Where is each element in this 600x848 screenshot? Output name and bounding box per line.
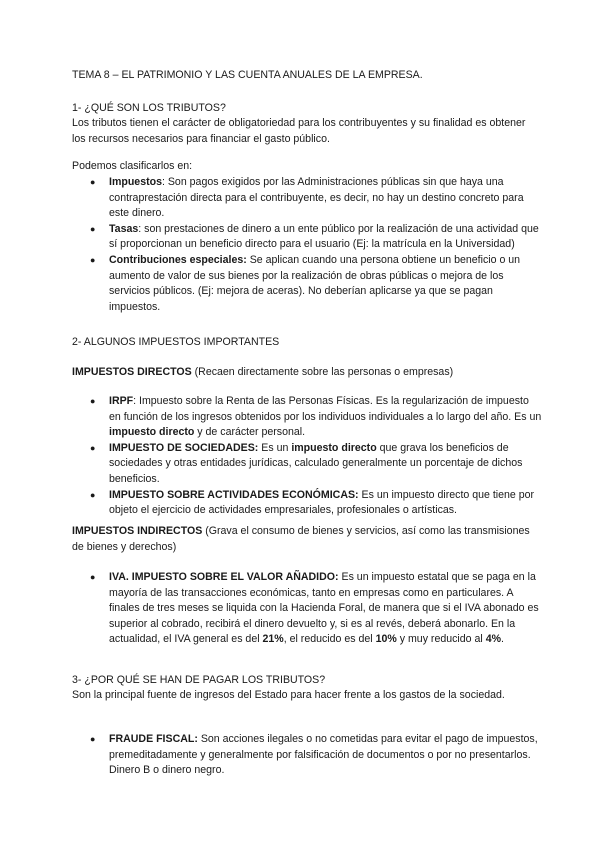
indirect-taxes-note: (Grava el consumo de bienes y servicios, así como las transmisiones de bienes y derechos) (72, 525, 530, 553)
item-term: Contribuciones especiales: (109, 253, 247, 266)
bullet-icon: ● (90, 177, 96, 187)
list-item (72, 488, 542, 519)
section-3-intro: Son la principal fuente de ingresos del Estado para hacer frente a los gastos de la sociedad. (72, 689, 505, 701)
item-term: FRAUDE FISCAL: (109, 733, 198, 745)
direct-taxes-title: IMPUESTOS DIRECTOS (72, 366, 192, 378)
item-text: Es un impuesto estatal que se paga en la mayoría de las transacciones económicas, tanto en empresas como en particulares. A finales de tres meses se liquida con la Hacienda Foral, de manera que si el IVA abonado es superior al cobrado, recibirá el dinero devuelto y, si es al revés, deberá abonarlo. En la actualidad, el IVA general es del (109, 571, 539, 646)
item-emphasis: impuesto directo (291, 441, 377, 454)
direct-taxes-list (72, 394, 542, 519)
classify-intro: Podemos clasificarlos en: (72, 160, 193, 172)
section-1-heading: 1- ¿QUÉ SON LOS TRIBUTOS? (72, 102, 226, 114)
list-item (72, 222, 542, 253)
item-text: y muy reducido al (396, 633, 486, 646)
item-text: . (501, 633, 504, 646)
item-term: IVA. IMPUESTO SOBRE EL VALOR AÑADIDO: (109, 571, 339, 583)
item-text: Se aplican cuando una persona obtiene un beneficio o un aumento de valor de sus bienes por la realización de obras públicas o mejora de los servicios públicos. (Ej: mejora de aceras). No deberían aplicarse ya que se pagan impuestos. (109, 253, 521, 313)
list-item (72, 175, 542, 222)
fraud-list (72, 732, 542, 779)
bullet-icon: ● (90, 254, 96, 265)
item-text: Son acciones ilegales o no cometidas para evitar el pago de impuestos, premeditadamente y generalmente por falsificación de documentos o por no presentarlos. Dinero B o dinero negro. (109, 733, 538, 777)
iva-general-rate: 21% (262, 633, 284, 646)
list-item (72, 441, 542, 488)
direct-taxes-note: (Recaen directamente sobre las personas o empresas) (191, 366, 454, 378)
item-text: Es un impuesto directo que tiene por objeto el ejercicio de actividades empresariales, profesionales o artísticas. (109, 488, 535, 517)
iva-super-reduced-rate: 4% (485, 633, 502, 646)
bullet-icon: ● (90, 396, 96, 406)
item-text: : son prestaciones de dinero a un ente público por la realización de una actividad que sí proporcionan un beneficio directo para el usuario (Ej: la matrícula en la Universidad) (109, 222, 539, 251)
tributos-list (72, 175, 542, 315)
item-text: : Son pagos exigidos por las Administraciones públicas sin que haya una contraprestación directa para el contribuyente, es decir, no hay un destino concreto para este dinero. (109, 176, 524, 220)
item-text: que grava los beneficios de sociedades y otras entidades jurídicas, calculado generalmente un porcentaje de dichos beneficios. (109, 441, 523, 485)
item-emphasis: impuesto directo (109, 426, 195, 439)
list-item (72, 732, 542, 779)
item-text: : Impuesto sobre la Renta de las Personas Físicas. Es la regularización de impuesto en función de los ingresos obtenidos por los individuos individuales a lo largo del año. Es un (109, 395, 542, 423)
bullet-icon: ● (90, 572, 96, 582)
bullet-icon: ● (90, 734, 96, 744)
indirect-taxes-list (72, 570, 542, 648)
bullet-icon: ● (90, 223, 96, 234)
bullet-icon: ● (90, 489, 96, 500)
item-text: , el reducido es del (283, 633, 376, 646)
direct-taxes-heading (72, 365, 532, 381)
item-term: IMPUESTO SOBRE ACTIVIDADES ECONÓMICAS: (109, 488, 359, 501)
item-term: Tasas (109, 222, 139, 235)
item-term: IMPUESTO DE SOCIEDADES: (109, 441, 259, 454)
section-3-heading: 3- ¿POR QUÉ SE HAN DE PAGAR LOS TRIBUTOS? (72, 674, 326, 686)
list-item (72, 253, 542, 315)
item-text: y de carácter personal. (194, 426, 306, 439)
indirect-taxes-title: IMPUESTOS INDIRECTOS (72, 525, 203, 537)
item-term: Impuestos (109, 176, 162, 188)
bullet-icon: ● (90, 442, 96, 453)
section-2-heading: 2- ALGUNOS IMPUESTOS IMPORTANTES (72, 336, 280, 348)
list-item (72, 394, 542, 441)
indirect-taxes-heading (72, 524, 532, 555)
document-title: TEMA 8 – EL PATRIMONIO Y LAS CUENTA ANUALES DE LA EMPRESA. (72, 69, 423, 81)
item-text: Es un (258, 441, 292, 454)
section-1-intro: Los tributos tienen el carácter de obligatoriedad para los contribuyentes y su finalidad es obtener los recursos necesarios para financiar el gasto público. (72, 117, 526, 145)
iva-reduced-rate: 10% (375, 633, 397, 646)
item-term: IRPF (109, 395, 134, 407)
list-item (72, 570, 542, 648)
